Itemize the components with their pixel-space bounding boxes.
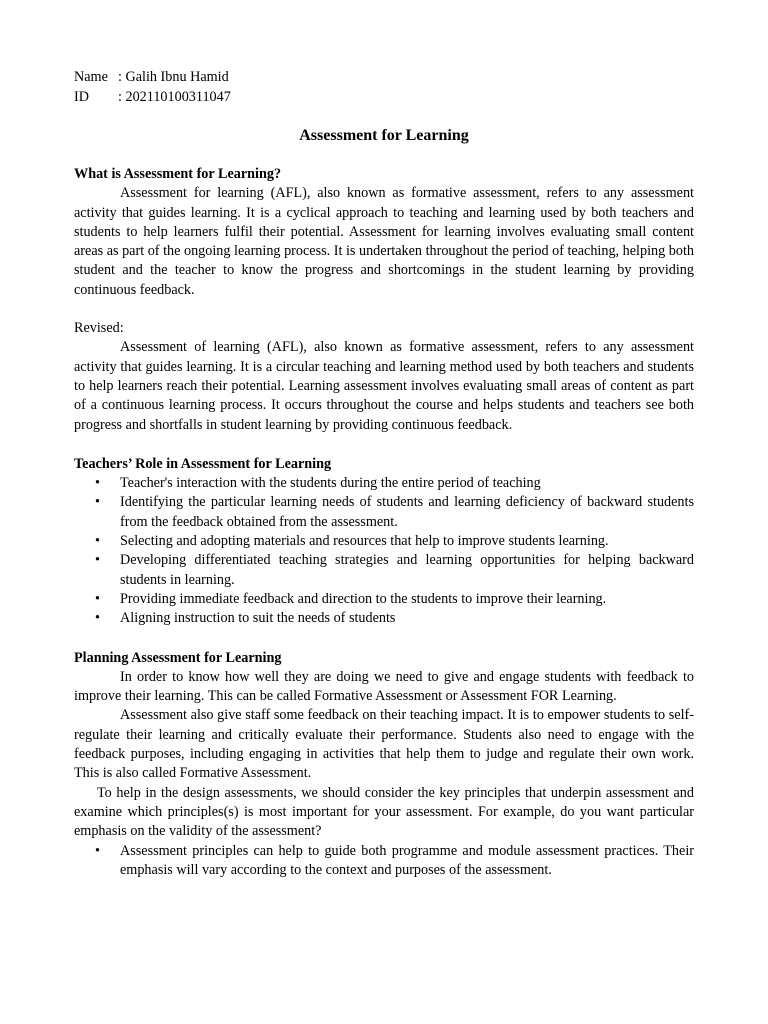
list-item — [74, 532, 694, 551]
bullet-icon: • — [95, 842, 100, 859]
id-label: ID — [74, 89, 89, 105]
bullet-icon: • — [95, 552, 100, 569]
planning-paragraph-2: Assessment also give staff some feedback on their teaching impact. It is to empower students to self-regulate their learning and critically evaluate their performance. Students also need to engage with the feedback purposes, including engaging in activities that help them to judge and regulate their own work. This is also called Formative Assessment. — [74, 707, 694, 782]
name-row — [74, 67, 694, 87]
bullet-icon: • — [95, 610, 100, 627]
list-item — [74, 551, 694, 590]
section-heading-what-is-afl: What is Assessment for Learning? — [74, 166, 282, 182]
list-item — [74, 590, 694, 609]
name-value: : Galih Ibnu Hamid — [118, 69, 229, 85]
id-row — [74, 87, 694, 107]
list-item-text: Teacher's interaction with the students during the entire period of teaching — [120, 475, 541, 492]
name-label: Name — [74, 69, 108, 85]
document-title: Assessment for Learning — [299, 127, 469, 144]
planning-list — [74, 842, 694, 881]
list-item — [74, 842, 694, 881]
revised-paragraph: Assessment of learning (AFL), also known as formative assessment, refers to any assessment activity that guides learning. It is a circular teaching and learning method used by both teachers and students to help learners reach their potential. Learning assessment involves evaluating small areas of content as part of a continuous learning process. It occurs throughout the course and helps students and teachers see both progress and shortfalls in student learning by providing continuous feedback. — [74, 339, 694, 433]
bullet-icon: • — [95, 533, 100, 550]
section-heading-teachers-role: Teachers’ Role in Assessment for Learning — [74, 455, 332, 472]
afl-definition-paragraph: Assessment for learning (AFL), also known as formative assessment, refers to any assessment activity that guides learning. It is a cyclical approach to teaching and learning used by both teachers and students to help learners fulfil their potential. Assessment for learning involves evaluating small content areas as part of the ongoing learning process. It is undertaken throughout the period of teaching, helping both student and the teacher to know the progress and shortcomings in the student learning by providing continuous feedback. — [74, 185, 694, 298]
section-heading-planning: Planning Assessment for Learning — [74, 649, 282, 666]
list-item-text: Providing immediate feedback and direction to the students to improve their learning. — [120, 590, 607, 607]
list-item — [74, 609, 694, 628]
list-item — [74, 493, 694, 532]
revised-label: Revised: — [74, 320, 124, 337]
teachers-role-list — [74, 474, 694, 628]
planning-paragraph-1: In order to know how well they are doing we need to give and engage students with feedback to improve their learning. This can be called Formative Assessment or Assessment FOR Learning. — [74, 668, 694, 705]
list-item-text: Developing differentiated teaching strategies and learning opportunities for helping backward students in learning. — [120, 552, 694, 588]
list-item-text: Selecting and adopting materials and resources that help to improve students learning. — [120, 533, 609, 550]
id-value: : 202110100311047 — [118, 89, 231, 105]
list-item-text: Identifying the particular learning needs of students and learning deficiency of backward students from the feedback obtained from the assessment. — [120, 494, 694, 530]
list-item — [74, 474, 694, 493]
list-item-text: Assessment principles can help to guide both programme and module assessment practices. Their emphasis will vary according to the context and purposes of the assessment. — [120, 842, 694, 878]
bullet-icon: • — [95, 590, 100, 607]
list-item-text: Aligning instruction to suit the needs of students — [120, 610, 396, 627]
planning-paragraph-3: To help in the design assessments, we should consider the key principles that underpin assessment and examine which principles(s) is most important for your assessment. For example, do you want particular emphasis on the validity of the assessment? — [74, 784, 694, 840]
bullet-icon: • — [95, 494, 100, 511]
bullet-icon: • — [95, 475, 100, 492]
